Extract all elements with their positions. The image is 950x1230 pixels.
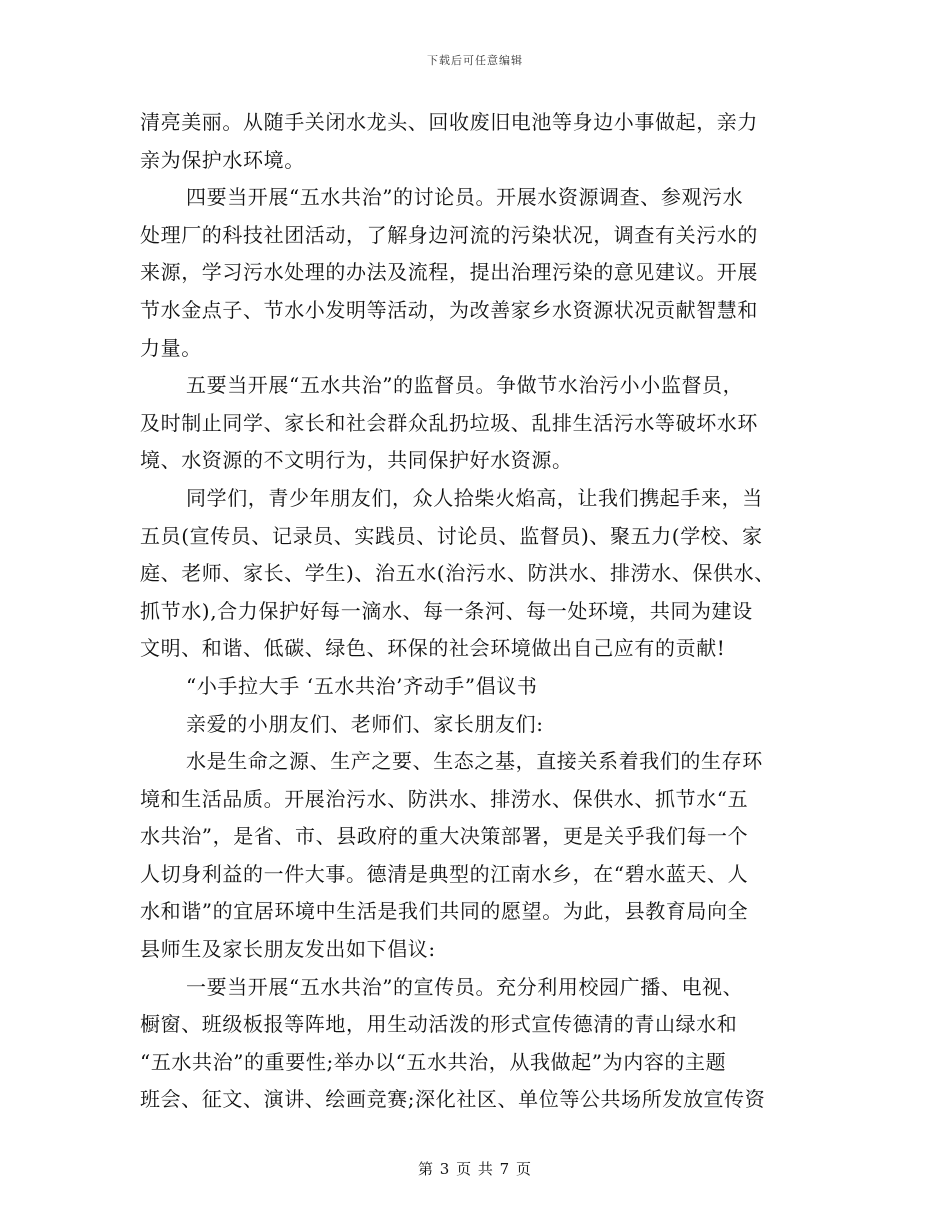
- text-line: 及时制止同学、家长和社会群众乱扔垃圾、乱排生活污水等破坏水环: [140, 410, 758, 435]
- text-line: 境和生活品质。开展治污水、防洪水、排涝水、保供水、抓节水“五: [140, 786, 749, 811]
- text-line: 清亮美丽。从随手关闭水龙头、回收废旧电池等身边小事做起，亲力: [140, 110, 758, 134]
- text-line: 庭、老师、家长、学生)、治五水(治污水、防洪水、排涝水、保供水、: [140, 561, 775, 586]
- text-line: 五员(宣传员、记录员、实践员、讨论员、监督员)、聚五力(学校、家: [140, 523, 763, 548]
- text-line: 处理厂的科技社团活动，了解身边河流的污染状况，调查有关污水的: [140, 222, 758, 247]
- page-header: 下载后可任意编辑: [427, 54, 523, 67]
- text-line: 亲为保护水环境。: [140, 147, 305, 172]
- text-line: “小手拉大手 ‘五水共治’齐动手”倡议书: [186, 673, 538, 698]
- text-line: 水和谐”的宜居环境中生活是我们共同的愿望。为此，县教育局向全: [140, 899, 749, 924]
- text-line: 节水金点子、节水小发明等活动，为改善家乡水资源状况贡献智慧和: [140, 297, 758, 322]
- text-line: “五水共治”的重要性;举办以“五水共治，从我做起”为内容的主题: [140, 1049, 727, 1074]
- text-line: 五要当开展“五水共治”的监督员。争做节水治污小小监督员，: [186, 373, 744, 398]
- text-line: 抓节水),合力保护好每一滴水、每一条河、每一处环境，共同为建设: [140, 598, 753, 623]
- text-line: 水是生命之源、生产之要、生态之基，直接关系着我们的生存环: [186, 749, 763, 774]
- document-body: [140, 104, 812, 1119]
- text-line: 境、水资源的不文明行为，共同保护好水资源。: [140, 448, 573, 473]
- text-line: 来源，学习污水处理的办法及流程，提出治理污染的意见建议。开展: [140, 260, 758, 285]
- text-line: 文明、和谐、低碳、绿色、环保的社会环境做出自己应有的贡献!: [140, 636, 726, 661]
- text-line: 橱窗、班级板报等阵地，用生动活泼的形式宣传德清的青山绿水和: [140, 1012, 738, 1037]
- text-line: 人切身利益的一件大事。德清是典型的江南水乡，在“碧水蓝天、人: [140, 861, 749, 886]
- text-line: 一要当开展“五水共治”的宣传员。充分利用校园广播、电视、: [186, 974, 744, 999]
- text-line: 同学们，青少年朋友们，众人拾柴火焰高，让我们携起手来，当: [186, 485, 763, 510]
- text-line: 四要当开展“五水共治”的讨论员。开展水资源调查、参观污水: [186, 185, 744, 210]
- text-line: 力量。: [140, 335, 202, 360]
- page-footer: 第 3 页 共 7 页: [418, 1160, 532, 1178]
- text-line: 水共治”，是省、市、县政府的重大决策部署，更是关乎我们每一个: [140, 824, 749, 849]
- text-line: 县师生及家长朋友发出如下倡议:: [140, 937, 436, 962]
- text-line: 亲爱的小朋友们、老师们、家长朋友们:: [186, 711, 544, 736]
- text-line: 班会、征文、演讲、绘画竞赛;深化社区、单位等公共场所发放宣传资: [140, 1087, 766, 1112]
